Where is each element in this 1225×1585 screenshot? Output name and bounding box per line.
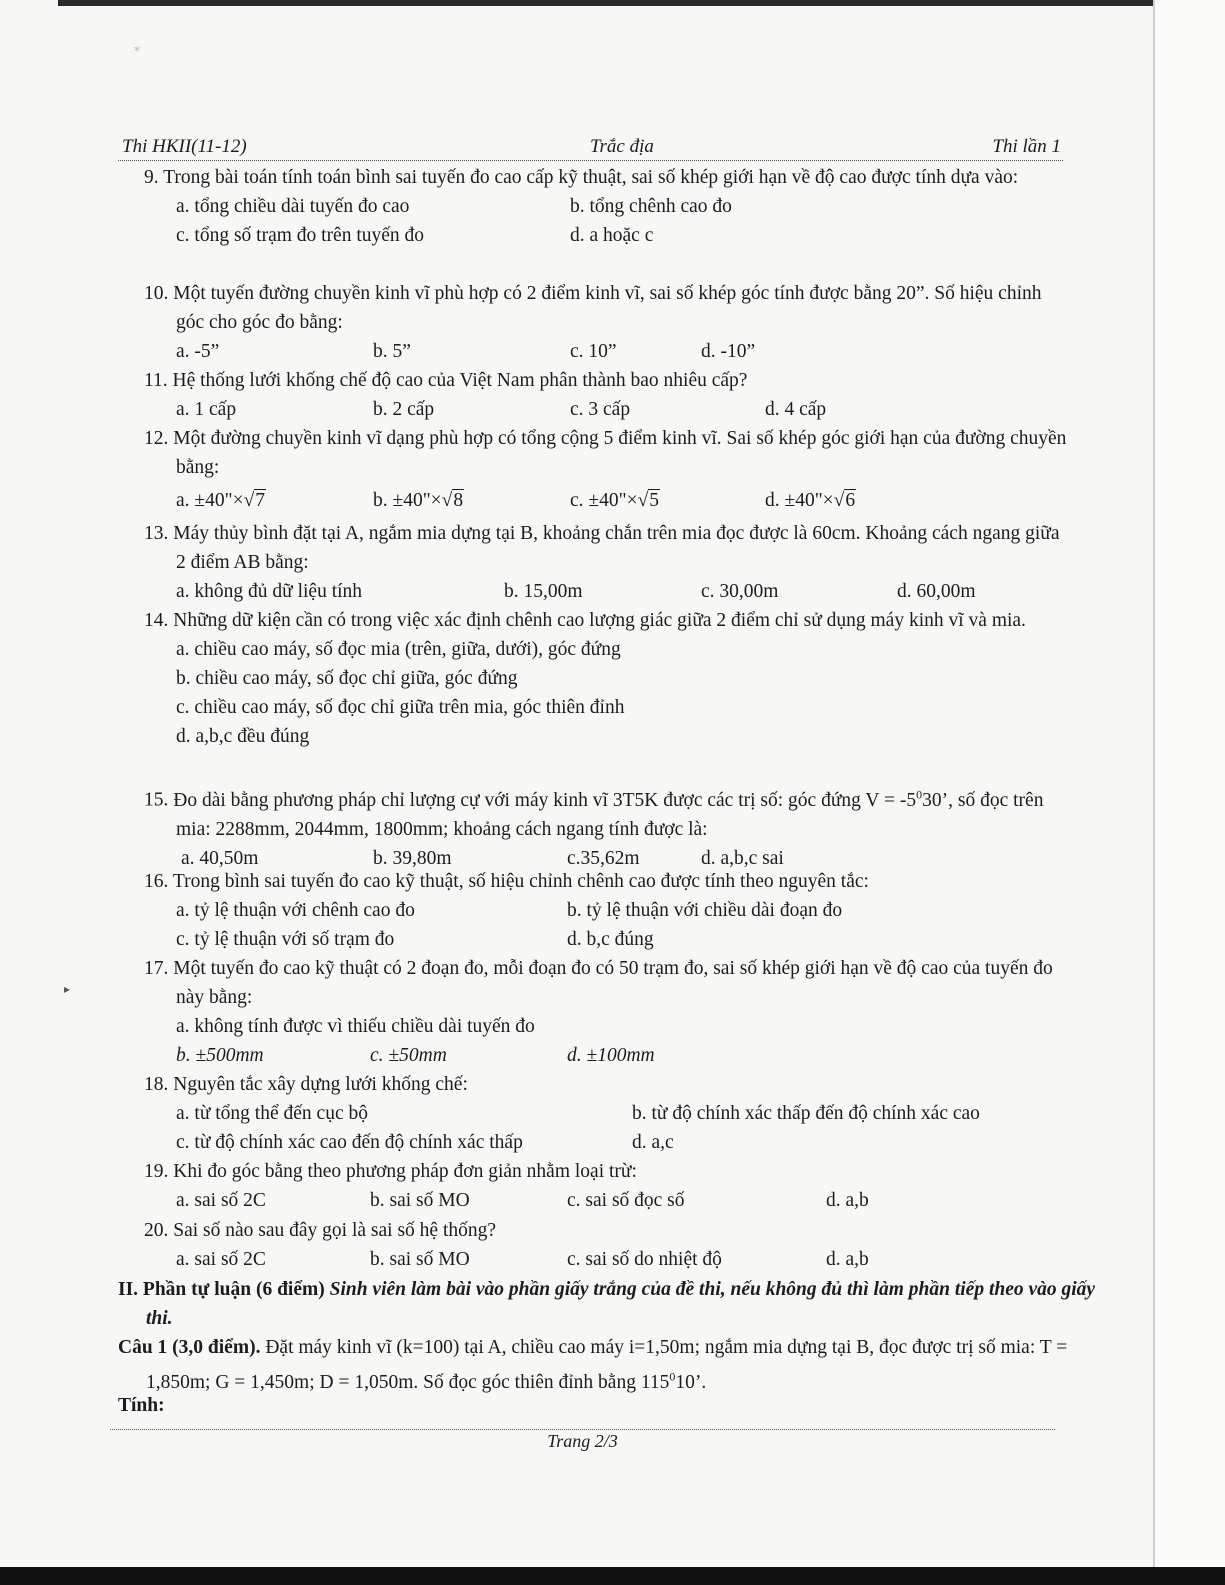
question-15 (118, 780, 1068, 873)
option-d: d. ±100mm (567, 1045, 655, 1066)
option-d: d. b,c đúng (567, 929, 654, 950)
scan-bottom-edge (0, 1567, 1225, 1585)
option-a: a. tổng chiều dài tuyến đo cao (176, 196, 410, 217)
option-c: c. ±50mm (370, 1045, 447, 1066)
option-d: d. 4 cấp (765, 399, 827, 420)
option-c: c. từ độ chính xác cao đến độ chính xác thấp (176, 1132, 523, 1153)
tinh-label: Tính: (118, 1395, 165, 1416)
option-a: a. ±40"×√7 (176, 490, 266, 511)
option-b: b. 15,00m (504, 581, 583, 602)
page-number: Trang 2/3 (547, 1431, 618, 1451)
question-number: 12. (144, 428, 169, 449)
question-number: 10. (144, 283, 169, 304)
scan-page-edge (1153, 0, 1225, 1585)
question-11 (118, 366, 1068, 424)
question-number: 15. (144, 789, 169, 811)
option-c: c. 3 cấp (570, 399, 631, 420)
option-c: c. tỷ lệ thuận với số trạm đo (176, 929, 395, 950)
scan-top-edge (58, 0, 1158, 6)
option-b: b. 2 cấp (373, 399, 435, 420)
cau-1-text: Đặt máy kinh vĩ (k=100) tại A, chiều cao máy i=1,50m; ngắm mia dựng tại B, đọc được trị số mia: T = 1,850m; G = 1,450m; D = 1,050m. Số đọc góc thiên đỉnh bằng $115^010$’. (146, 1337, 1068, 1393)
question-text: Một tuyến đường chuyền kinh vĩ phù hợp có 2 điểm kinh vĩ, sai số khép góc tính được bằng 20”. Số hiệu chỉnh góc cho góc đo bằng: (173, 283, 1042, 333)
question-number: 11. (144, 370, 168, 391)
question-number: 18. (144, 1074, 169, 1095)
cau-1-label: Câu 1 (3,0 điểm). (118, 1337, 261, 1358)
option-d: d. a,b (826, 1249, 869, 1270)
header-rule (118, 160, 1063, 161)
option-b: b. 39,80m (373, 847, 452, 869)
question-16 (118, 867, 1068, 954)
question-10 (118, 279, 1068, 366)
question-13 (118, 519, 1068, 606)
option-c: c. 30,00m (701, 581, 779, 602)
option-a: a. không đủ dữ liệu tính (176, 581, 363, 602)
option-d: d. a,b,c sai (701, 847, 784, 869)
question-text: Trong bài toán tính toán bình sai tuyến đo cao cấp kỹ thuật, sai số khép giới hạn về độ cao được tính dựa vào: (163, 167, 1019, 188)
option-d: d. a,c (632, 1132, 674, 1153)
scan-mark: ▸ (64, 982, 71, 996)
option-d: d. a,b,c đều đúng (176, 726, 310, 747)
question-number: 14. (144, 610, 169, 631)
question-text: Hệ thống lưới khống chế độ cao của Việt Nam phân thành bao nhiêu cấp? (172, 370, 748, 391)
option-b: b. chiều cao máy, số đọc chỉ giữa, góc đứng (176, 668, 518, 689)
header-center: Trắc địa (590, 136, 654, 157)
option-c: c. sai số do nhiệt độ (567, 1249, 722, 1270)
question-text: Trong bình sai tuyến đo cao kỹ thuật, số hiệu chỉnh chênh cao được tính theo nguyên tắc: (172, 871, 869, 892)
question-text: Một đường chuyền kinh vĩ dạng phù hợp có tổng cộng 5 điểm kinh vĩ. Sai số khép góc giới hạn của đường chuyền bằng: (173, 428, 1067, 478)
question-text: Một tuyến đo cao kỹ thuật có 2 đoạn đo, mỗi đoạn đo có 50 trạm đo, sai số khép giới hạn về độ cao của tuyến đo này bằng: (173, 958, 1053, 1008)
option-c: c. chiều cao máy, số đọc chỉ giữa trên mia, góc thiên đỉnh (176, 697, 625, 718)
question-number: 19. (144, 1161, 169, 1182)
option-b: b. ±500mm (176, 1045, 264, 1066)
option-b: b. 5” (373, 341, 411, 362)
question-19 (118, 1157, 1068, 1215)
option-c: c. 10” (570, 341, 617, 362)
question-text: Khi đo góc bằng theo phương pháp đơn giản nhằm loại trừ: (173, 1161, 637, 1182)
question-number: 20. (144, 1220, 169, 1241)
option-a: a. sai số 2C (176, 1190, 266, 1211)
option-a: a. 40,50m (181, 847, 259, 869)
option-c: c. tổng số trạm đo trên tuyến đo (176, 225, 425, 246)
option-b: b. sai số MO (370, 1190, 470, 1211)
question-9 (118, 163, 1068, 250)
option-a: a. 1 cấp (176, 399, 237, 420)
option-b: b. tỷ lệ thuận với chiều dài đoạn đo (567, 900, 843, 921)
page-header (118, 136, 1063, 160)
question-text: Sai số nào sau đây gọi là sai số hệ thống? (173, 1220, 497, 1241)
option-c: c. sai số đọc số (567, 1190, 685, 1211)
option-c: c. ±40"×√5 (570, 490, 660, 511)
section-title: II. Phần tự luận (6 điểm) (118, 1279, 325, 1300)
option-d: d. ±40"×√6 (765, 490, 856, 511)
option-d: d. a hoặc c (570, 225, 654, 246)
option-c: c.35,62m (567, 847, 640, 869)
option-a: a. tỷ lệ thuận với chênh cao đo (176, 900, 415, 921)
question-text: Máy thủy bình đặt tại A, ngắm mia dựng tại B, khoảng chắn trên mia đọc được là 60cm. Khoảng cách ngang giữa 2 điểm AB bằng: (173, 523, 1060, 573)
question-18 (118, 1070, 1068, 1157)
option-b: b. từ độ chính xác thấp đến độ chính xác cao (632, 1103, 980, 1124)
option-a: a. chiều cao máy, số đọc mia (trên, giữa, dưới), góc đứng (176, 639, 621, 660)
option-a: a. -5” (176, 341, 220, 362)
option-a: a. không tính được vì thiếu chiều dài tuyến đo (176, 1016, 535, 1037)
question-14 (118, 606, 1068, 751)
option-d: d. a,b (826, 1190, 869, 1211)
question-cau-1 (118, 1333, 1096, 1397)
question-20 (118, 1216, 1068, 1274)
option-b: b. sai số MO (370, 1249, 470, 1270)
footer-rule (110, 1429, 1055, 1430)
header-right: Thi lần 1 (992, 136, 1061, 157)
question-17 (118, 954, 1068, 1070)
question-number: 17. (144, 958, 169, 979)
option-b: b. ±40"×√8 (373, 490, 464, 511)
question-number: 16. (144, 871, 169, 892)
section-instruction: Sinh viên làm bài vào phần giấy trắng của đề thi, nếu không đủ thì làm phần tiếp theo vào giấy thi. (146, 1279, 1096, 1329)
question-number: 9. (144, 167, 159, 188)
question-text: Những dữ kiện cần có trong việc xác định chênh cao lượng giác giữa 2 điểm chỉ sử dụng máy kinh vĩ và mia. (173, 610, 1026, 631)
question-number: 13. (144, 523, 169, 544)
question-12 (118, 424, 1068, 519)
option-d: d. 60,00m (897, 581, 976, 602)
question-text: Đo dài bằng phương pháp chỉ lượng cự với máy kinh vĩ 3T5K được các trị số: góc đứng $V = -5^030$’, số đọc trên mia: 2288mm, 2044mm, 1800mm; khoảng cách ngang tính được là: (173, 787, 1044, 840)
scan-mark: ⁎ (134, 40, 140, 54)
option-b: b. tổng chênh cao đo (570, 196, 732, 217)
option-a: a. từ tổng thể đến cục bộ (176, 1103, 368, 1124)
option-d: d. -10” (701, 341, 756, 362)
section-2-heading (118, 1275, 1096, 1333)
option-a: a. sai số 2C (176, 1249, 266, 1270)
question-text: Nguyên tắc xây dựng lưới khống chế: (173, 1074, 468, 1095)
header-left: Thi HKII(11-12) (122, 136, 247, 157)
